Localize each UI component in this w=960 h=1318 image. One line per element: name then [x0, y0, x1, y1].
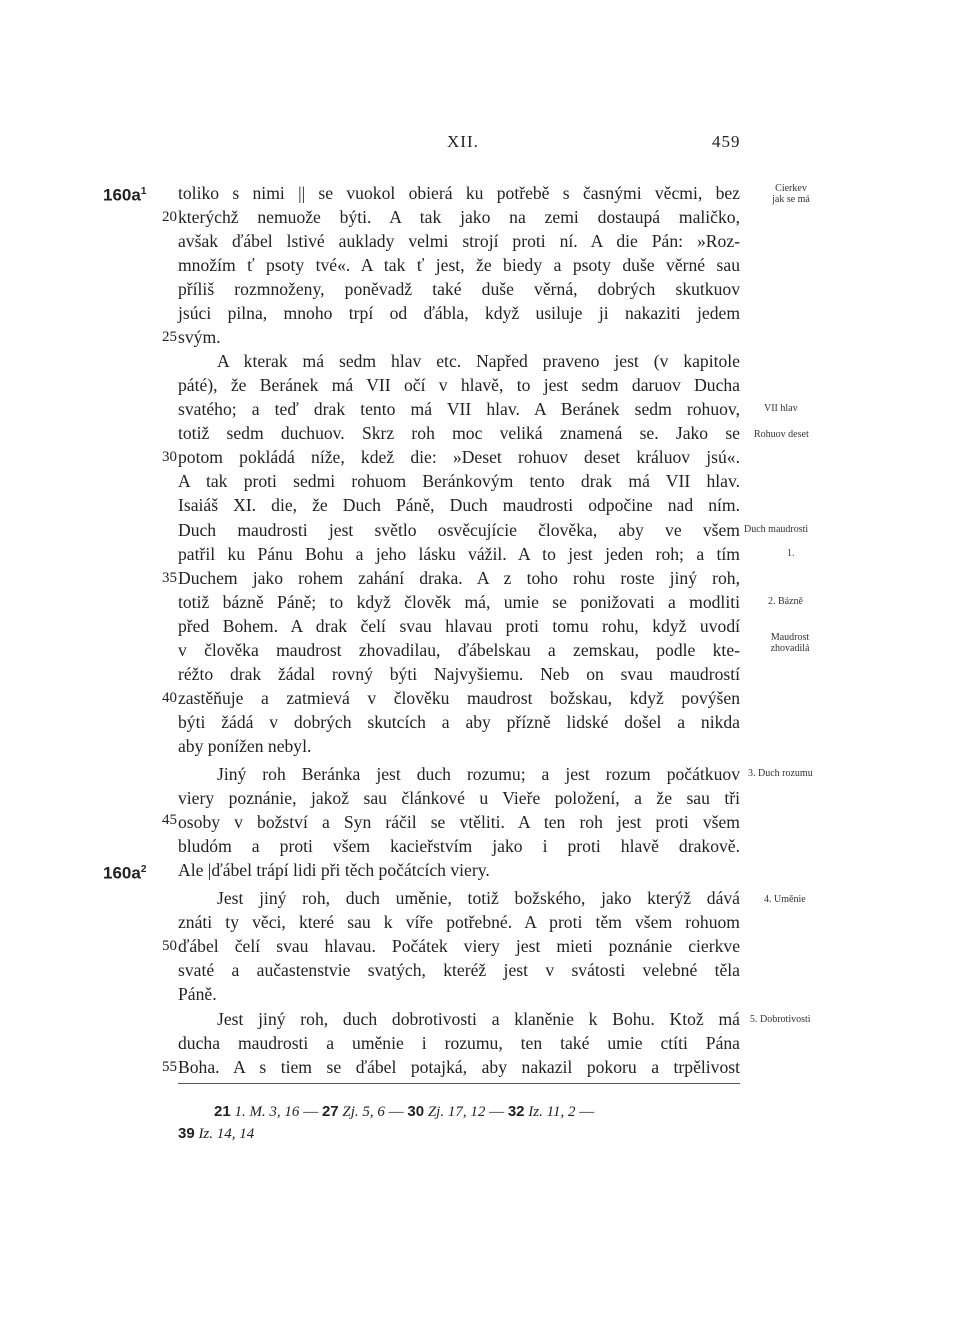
line-number-50: 50 [162, 938, 177, 954]
text-line: zastěňuje a zatmievá v člověku maudrost božskau, když povýšen [178, 688, 740, 708]
text-line: množím ť psoty tvé«. A tak ť jest, že biedy a psoty duše věrné sau [178, 255, 740, 275]
line-number-35: 35 [162, 570, 177, 586]
text-line: avšak ďábel lstivé auklady velmi strojí proti ní. A die Pán: »Roz- [178, 231, 740, 251]
margin-note-1: 1. [787, 548, 795, 559]
text-line: příliš rozmnoženy, poněvadž také duše věrná, dobrých skutkuov [178, 279, 740, 299]
chapter-number: XII. [447, 132, 479, 151]
margin-note-duch-rozumu: 3. Duch rozumu [748, 768, 813, 779]
text-line: aby ponížen nebyl. [178, 736, 312, 756]
text-line: potom pokládá níže, kdež die: »Deset rohuov deset králuov jsú«. [178, 447, 740, 467]
text-line: svatého; a teď drak tento má VII hlav. A Beránek sedm rohuov, [178, 399, 740, 419]
line-number-40: 40 [162, 690, 177, 706]
margin-note-maudrost-zhovadila: Maudrost zhovadilá [770, 632, 810, 654]
footnote-rule [178, 1083, 740, 1084]
margin-note-bazne: 2. Bázně [768, 596, 803, 607]
text-line: A tak proti sedmi rohuom Beránkovým tento drak má VII hlav. [178, 471, 740, 491]
text-line: ducha maudrosti a uměnie i rozumu, ten také umie ctíti Pána [178, 1033, 740, 1053]
text-line: Ale |ďábel trápí lidi při těch počátcích viery. [178, 860, 490, 880]
text-line: svým. [178, 327, 221, 347]
text-line: totiž sedm duchuov. Skrz roh moc veliká znamená se. Jako se [178, 423, 740, 443]
text-line: Jest jiný roh, duch uměnie, totiž božského, jako kterýž dává [217, 888, 740, 908]
text-line: toliko s nimi || se vuokol obierá ku potřebě s časnými věcmi, bez [178, 183, 740, 203]
text-line: A kterak má sedm hlav etc. Napřed praveno jest (v kapitole [217, 351, 740, 371]
text-line: Duch maudrosti jest světlo osvěcujície člověka, aby ve všem [178, 520, 740, 540]
text-line: býti žádá v dobrých skutcích a aby přízně lidské došel a nikda [178, 712, 740, 732]
text-line: Duchem jako rohem zahání draka. A z toho rohu roste jiný roh, [178, 568, 740, 588]
folio-marker-1: $160a^1$ [103, 185, 147, 205]
line-number-30: 30 [162, 449, 177, 465]
text-line: viery poznánie, jakož sau článkové u Vieře položení, a že sau tři [178, 788, 740, 808]
text-line: Jest jiný roh, duch dobrotivosti a klaněnie k Bohu. Ktož má [217, 1009, 740, 1029]
text-line: bludóm a proti všem kacieřstvím jako i proti hlavě drakově. [178, 836, 740, 856]
text-line: Isaiáš XI. die, že Duch Páně, Duch maudrosti odpočine nad ním. [178, 495, 740, 515]
line-number-45: 45 [162, 812, 177, 828]
text-line: svaté a aučastenstvie svatých, kteréž jest v svátosti velebné těla [178, 960, 740, 980]
folio-marker-2: $160a^2$ [103, 863, 147, 883]
text-line: réžto drak žádal rovný býti Najvyšiemu. Neb on svau maudrostí [178, 664, 740, 684]
text-line: Boha. A s tiem se ďábel potajká, aby nakazil pokoru a trpělivost [178, 1057, 740, 1077]
text-line: páté), že Beránek má VII očí v hlavě, to jest sedm daruov Ducha [178, 375, 740, 395]
line-number-25: 25 [162, 329, 177, 345]
text-line: před Bohem. A drak čelí svau hlavau proti tomu rohu, když uvodí [178, 616, 740, 636]
margin-note-vii-hlav: VII hlav [764, 403, 798, 414]
text-line: totiž bázně Páně; to když člověk má, umie se ponižovati a modliti [178, 592, 740, 612]
margin-note-cierkev: Cierkev jak se má [772, 183, 810, 205]
text-line: Páně. [178, 984, 217, 1004]
footnote-line-1: 21 1. M. 3, 16 — 27 Zj. 5, 6 — 30 Zj. 17, 12 — 32 Iz. 11, 2 — [214, 1103, 595, 1120]
text-line: osoby v božství a Syn ráčil se vtěliti. A ten roh jest proti všem [178, 812, 740, 832]
margin-note-duch-maudrosti: Duch maudrosti [744, 524, 809, 535]
text-line: Jiný roh Beránka jest duch rozumu; a jest rozum počátkuov [217, 764, 740, 784]
text-line: kterýchž nemuože býti. A tak jako na zemi dostaupá maličko, [178, 207, 740, 227]
text-line: v člověka maudrost zhovadilau, ďábelskau a zemskau, podle kte- [178, 640, 740, 660]
line-number-20: 20 [162, 209, 177, 225]
page-number: 459 [712, 132, 741, 151]
margin-note-dobrotivosti: 5. Dobrotivosti [750, 1014, 811, 1025]
text-line: ďábel čelí svau hlavau. Počátek viery jest mieti poznánie cierkve [178, 936, 740, 956]
line-number-55: 55 [162, 1059, 177, 1075]
margin-note-umenie: 4. Uměnie [764, 894, 806, 905]
text-line: patřil ku Pánu Bohu a jeho lásku vážil. A to jest jeden roh; a tím [178, 544, 740, 564]
footnote-line-2: 39 Iz. 14, 14 [178, 1125, 255, 1142]
margin-note-rohuov-deset: Rohuov deset [754, 429, 809, 440]
text-line: znáti ty věci, které sau k víře potřebné. A proti těm všem rohuom [178, 912, 740, 932]
text-line: jsúci pilna, mnoho trpí od ďábla, když usiluje ji nakaziti jedem [178, 303, 740, 323]
